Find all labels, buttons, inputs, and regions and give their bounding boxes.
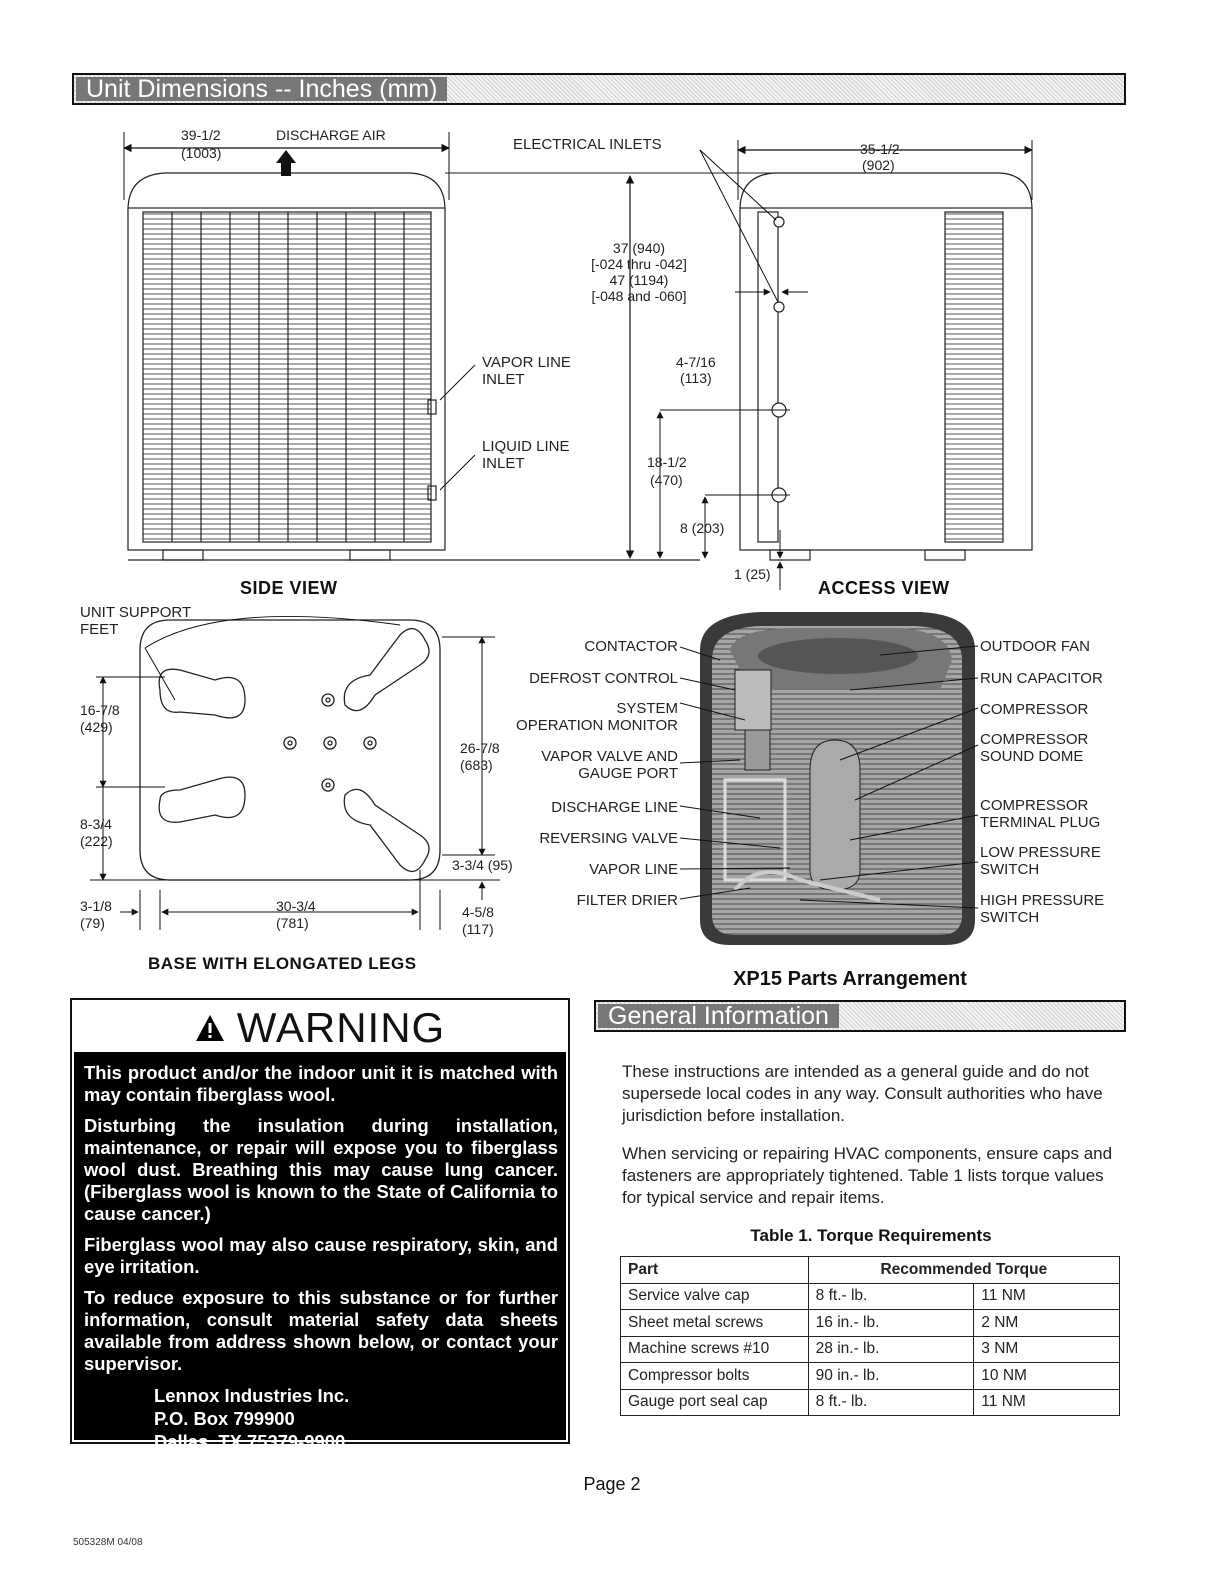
table-row: Service valve cap 8 ft.- lb. 11 NM — [621, 1283, 1120, 1310]
base-d7: 4-5/8 (117) — [462, 904, 494, 937]
general-info-paragraph-2: When servicing or repairing HVAC components, ensure caps and fasteners are appropriately tightened. Table 1 lists torque values for typical service and repair items. — [622, 1144, 1113, 1207]
access-width-in: 35-1/2 — [860, 141, 900, 157]
callout-reversing-valve: REVERSING VALVE — [539, 830, 678, 847]
table-row: Sheet metal screws 16 in.- lb. 2 NM — [621, 1310, 1120, 1337]
access-view-drawing — [740, 173, 1032, 560]
callout-compressor-sound-dome: COMPRESSOR SOUND DOME — [980, 731, 1089, 765]
discharge-air-label: DISCHARGE AIR — [276, 127, 386, 143]
access-d3: 8 (203) — [680, 520, 725, 536]
access-d1-mm: (113) — [680, 370, 712, 386]
vapor-line-inlet-label: VAPOR LINE INLET — [482, 354, 571, 388]
warning-triangle-icon — [195, 1014, 225, 1042]
access-d1-in: 4-7/16 — [676, 354, 716, 370]
warning-paragraph-3: Fiberglass wool may also cause respiratory, skin, and eye irritation. — [84, 1234, 558, 1277]
callout-compressor-terminal-plug: COMPRESSOR TERMINAL PLUG — [980, 797, 1101, 831]
warning-paragraph-2: Disturbing the insulation during installation, maintenance, or repair will expose you to fiberglass wool dust. Breathing this may cause lung cancer. (Fiberglass wool is known to the State of California to cause cancer.) — [84, 1115, 558, 1224]
access-width-mm: (902) — [862, 157, 895, 173]
header-recommended-torque: Recommended Torque — [808, 1257, 1119, 1284]
document-code: 505328M 04/08 — [73, 1537, 143, 1548]
table-title: Table 1. Torque Requirements — [750, 1226, 992, 1245]
warning-title: WARNING — [236, 1004, 446, 1051]
liquid-line-inlet-label: LIQUID LINE INLET — [482, 438, 570, 472]
base-view-drawing — [140, 620, 440, 880]
callout-run-capacitor: RUN CAPACITOR — [980, 670, 1103, 687]
callout-compressor: COMPRESSOR — [980, 701, 1089, 718]
section-title: Unit Dimensions -- Inches (mm) — [76, 77, 447, 101]
callout-contactor: CONTACTOR — [584, 638, 678, 655]
callout-outdoor-fan: OUTDOOR FAN — [980, 638, 1091, 655]
access-d2-mm: (470) — [650, 472, 683, 488]
warning-paragraph-1: This product and/or the indoor unit it is matched with may contain fiberglass wool. — [84, 1062, 558, 1105]
warning-address: Lennox Industries Inc. P.O. Box 799900 Dallas, TX 75379-9900 — [154, 1385, 350, 1452]
access-d2-in: 18-1/2 — [647, 454, 687, 470]
page-number: Page 2 — [583, 1474, 641, 1494]
warning-body — [74, 1052, 566, 1452]
warning-box — [70, 998, 570, 1452]
base-d4: 30-3/4 (781) — [276, 898, 316, 931]
callout-vapor-line: VAPOR LINE — [589, 861, 678, 878]
table-row: Machine screws #10 28 in.- lb. 3 NM — [621, 1336, 1120, 1363]
callout-discharge-line: DISCHARGE LINE — [551, 799, 678, 816]
callout-high-pressure-switch: HIGH PRESSURE SWITCH — [980, 892, 1105, 926]
base-d5: 26-7/8 (683) — [460, 740, 500, 773]
unit-support-feet-label: UNIT SUPPORT FEET — [80, 604, 192, 638]
general-info-title: General Information — [598, 1004, 839, 1028]
side-view-drawing — [128, 173, 700, 560]
side-width-in: 39-1/2 — [181, 127, 221, 143]
access-view-label: ACCESS VIEW — [818, 578, 950, 598]
base-view-label: BASE WITH ELONGATED LEGS — [148, 954, 417, 973]
callout-defrost-control: DEFROST CONTROL — [529, 670, 678, 687]
callout-system-monitor: SYSTEM OPERATION MONITOR — [516, 700, 678, 734]
parts-arrangement-title: XP15 Parts Arrangement — [733, 968, 967, 990]
callout-filter-drier: FILTER DRIER — [576, 892, 678, 909]
base-d3: 3-1/8 (79) — [80, 898, 112, 931]
electrical-inlets-label: ELECTRICAL INLETS — [513, 136, 662, 153]
callout-low-pressure-switch: LOW PRESSURE SWITCH — [980, 844, 1101, 878]
side-width-mm: (1003) — [181, 145, 222, 161]
general-info-paragraph-1: These instructions are intended as a general guide and do not supersede local codes in any way. Consult authorities who have jurisdiction before installation. — [622, 1062, 1103, 1125]
section-header-general-information — [594, 1000, 1126, 1032]
base-d6: 3-3/4 (95) — [452, 857, 513, 873]
table-row: Gauge port seal cap 8 ft.- lb. 11 NM — [621, 1389, 1120, 1416]
base-d2: 8-3/4 (222) — [80, 816, 113, 849]
parts-arrangement-illustration — [680, 612, 978, 945]
access-d4: 1 (25) — [734, 566, 771, 582]
table-header-row — [621, 1257, 1120, 1284]
torque-table — [620, 1256, 1120, 1416]
warning-heading — [72, 1004, 568, 1052]
warning-paragraph-4: To reduce exposure to this substance or for further information, consult material safety data sheets available from address shown below, or contact your supervisor. — [84, 1287, 558, 1374]
height-dimension-block: 37 (940) [-024 thru -042] 47 (1194) [-048 and -060] — [591, 240, 687, 304]
header-part: Part — [621, 1257, 809, 1284]
table-row: Compressor bolts 90 in.- lb. 10 NM — [621, 1363, 1120, 1390]
callout-vapor-valve: VAPOR VALVE AND GAUGE PORT — [541, 748, 678, 782]
side-view-label: SIDE VIEW — [240, 578, 338, 598]
base-d1: 16-7/8 (429) — [80, 702, 120, 735]
